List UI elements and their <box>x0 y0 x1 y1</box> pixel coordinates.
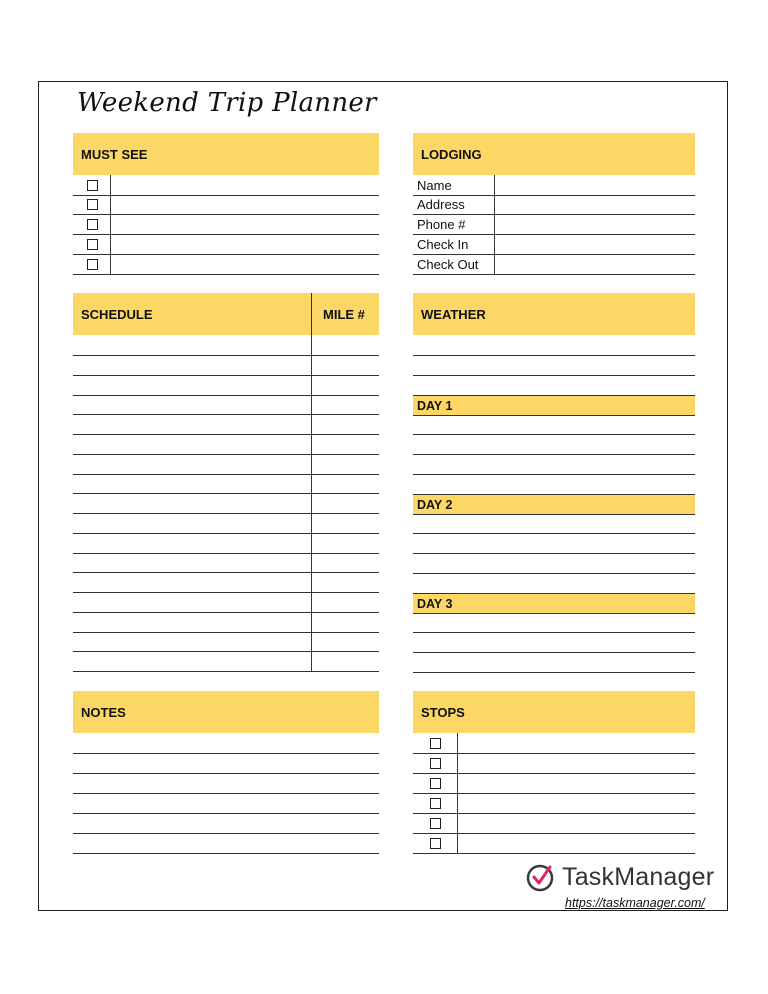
must-see-row-line <box>73 234 379 235</box>
lodging-field-input[interactable] <box>496 196 692 213</box>
must-see-header <box>73 133 379 175</box>
mile-divider <box>311 293 312 672</box>
schedule-row-line[interactable] <box>73 671 379 672</box>
check-circle-icon <box>526 862 556 892</box>
lodging-field-input[interactable] <box>496 216 692 233</box>
schedule-row-line[interactable] <box>73 612 379 613</box>
weather-header <box>413 293 695 335</box>
schedule-row-line[interactable] <box>73 651 379 652</box>
must-see-label: MUST SEE <box>81 146 148 162</box>
stops-row-line <box>413 813 695 814</box>
stops-row-line <box>413 753 695 754</box>
stops-header <box>413 691 695 733</box>
schedule-row-line[interactable] <box>73 553 379 554</box>
lodging-divider <box>494 175 495 274</box>
stops-checkbox[interactable] <box>430 758 441 769</box>
schedule-row-line[interactable] <box>73 375 379 376</box>
schedule-row-line[interactable] <box>73 434 379 435</box>
lodging-label: LODGING <box>421 146 482 162</box>
schedule-label: SCHEDULE <box>81 306 153 322</box>
day-line[interactable] <box>413 652 695 653</box>
day-line[interactable] <box>413 672 695 673</box>
day-header: DAY 2 <box>413 494 695 515</box>
stops-checkbox[interactable] <box>430 738 441 749</box>
schedule-row-line[interactable] <box>73 632 379 633</box>
stops-checkbox[interactable] <box>430 838 441 849</box>
schedule-row-line[interactable] <box>73 355 379 356</box>
stops-checkbox[interactable] <box>430 818 441 829</box>
mile-label: MILE # <box>323 306 365 322</box>
lodging-field-label: Address <box>417 197 465 212</box>
must-see-checkbox[interactable] <box>87 239 98 250</box>
must-see-row-line <box>73 195 379 196</box>
schedule-row-line[interactable] <box>73 414 379 415</box>
lodging-row-line <box>413 214 695 215</box>
notes-line[interactable] <box>73 773 379 774</box>
stops-row-line <box>413 833 695 834</box>
must-see-row-line <box>73 274 379 275</box>
stops-checkbox[interactable] <box>430 798 441 809</box>
day-line[interactable] <box>413 632 695 633</box>
day-line[interactable] <box>413 573 695 574</box>
notes-line[interactable] <box>73 833 379 834</box>
brand-url-link[interactable]: https://taskmanager.com/ <box>565 896 705 910</box>
weather-line[interactable] <box>413 375 695 376</box>
lodging-field-input[interactable] <box>496 236 692 253</box>
day-line[interactable] <box>413 434 695 435</box>
brand-name: TaskManager <box>562 862 715 891</box>
schedule-row-line[interactable] <box>73 454 379 455</box>
schedule-row-line[interactable] <box>73 533 379 534</box>
schedule-row-line[interactable] <box>73 513 379 514</box>
schedule-row-line[interactable] <box>73 493 379 494</box>
must-see-row-line <box>73 254 379 255</box>
lodging-field-label: Check In <box>417 237 469 252</box>
must-see-divider <box>110 175 111 274</box>
stops-checkbox[interactable] <box>430 778 441 789</box>
notes-label: NOTES <box>81 704 126 720</box>
lodging-field-label: Phone # <box>417 217 466 232</box>
notes-header <box>73 691 379 733</box>
notes-line[interactable] <box>73 813 379 814</box>
weather-label: WEATHER <box>421 306 486 322</box>
schedule-row-line[interactable] <box>73 474 379 475</box>
must-see-checkbox[interactable] <box>87 259 98 270</box>
day-line[interactable] <box>413 454 695 455</box>
page-title: Weekend Trip Planner <box>77 88 377 118</box>
must-see-checkbox[interactable] <box>87 180 98 191</box>
day-line[interactable] <box>413 553 695 554</box>
lodging-row-line <box>413 274 695 275</box>
mile-header <box>312 293 379 335</box>
notes-line[interactable] <box>73 793 379 794</box>
stops-row-line <box>413 793 695 794</box>
schedule-row-line[interactable] <box>73 395 379 396</box>
lodging-field-input[interactable] <box>496 177 692 194</box>
lodging-field-label: Name <box>417 178 452 193</box>
weather-line[interactable] <box>413 355 695 356</box>
must-see-checkbox[interactable] <box>87 219 98 230</box>
lodging-row-line <box>413 234 695 235</box>
stops-label: STOPS <box>421 704 465 720</box>
day-line[interactable] <box>413 474 695 475</box>
brand-logo[interactable] <box>526 862 714 892</box>
lodging-row-line <box>413 254 695 255</box>
lodging-field-label: Check Out <box>417 257 479 272</box>
schedule-row-line[interactable] <box>73 572 379 573</box>
notes-line[interactable] <box>73 753 379 754</box>
stops-row-line <box>413 773 695 774</box>
must-see-checkbox[interactable] <box>87 199 98 210</box>
lodging-field-input[interactable] <box>496 256 692 273</box>
notes-line[interactable] <box>73 853 379 854</box>
stops-row-line <box>413 853 695 854</box>
day-header: DAY 3 <box>413 593 695 614</box>
schedule-row-line[interactable] <box>73 592 379 593</box>
day-header: DAY 1 <box>413 395 695 416</box>
day-line[interactable] <box>413 533 695 534</box>
schedule-header <box>73 293 311 335</box>
must-see-row-line <box>73 214 379 215</box>
lodging-header <box>413 133 695 175</box>
